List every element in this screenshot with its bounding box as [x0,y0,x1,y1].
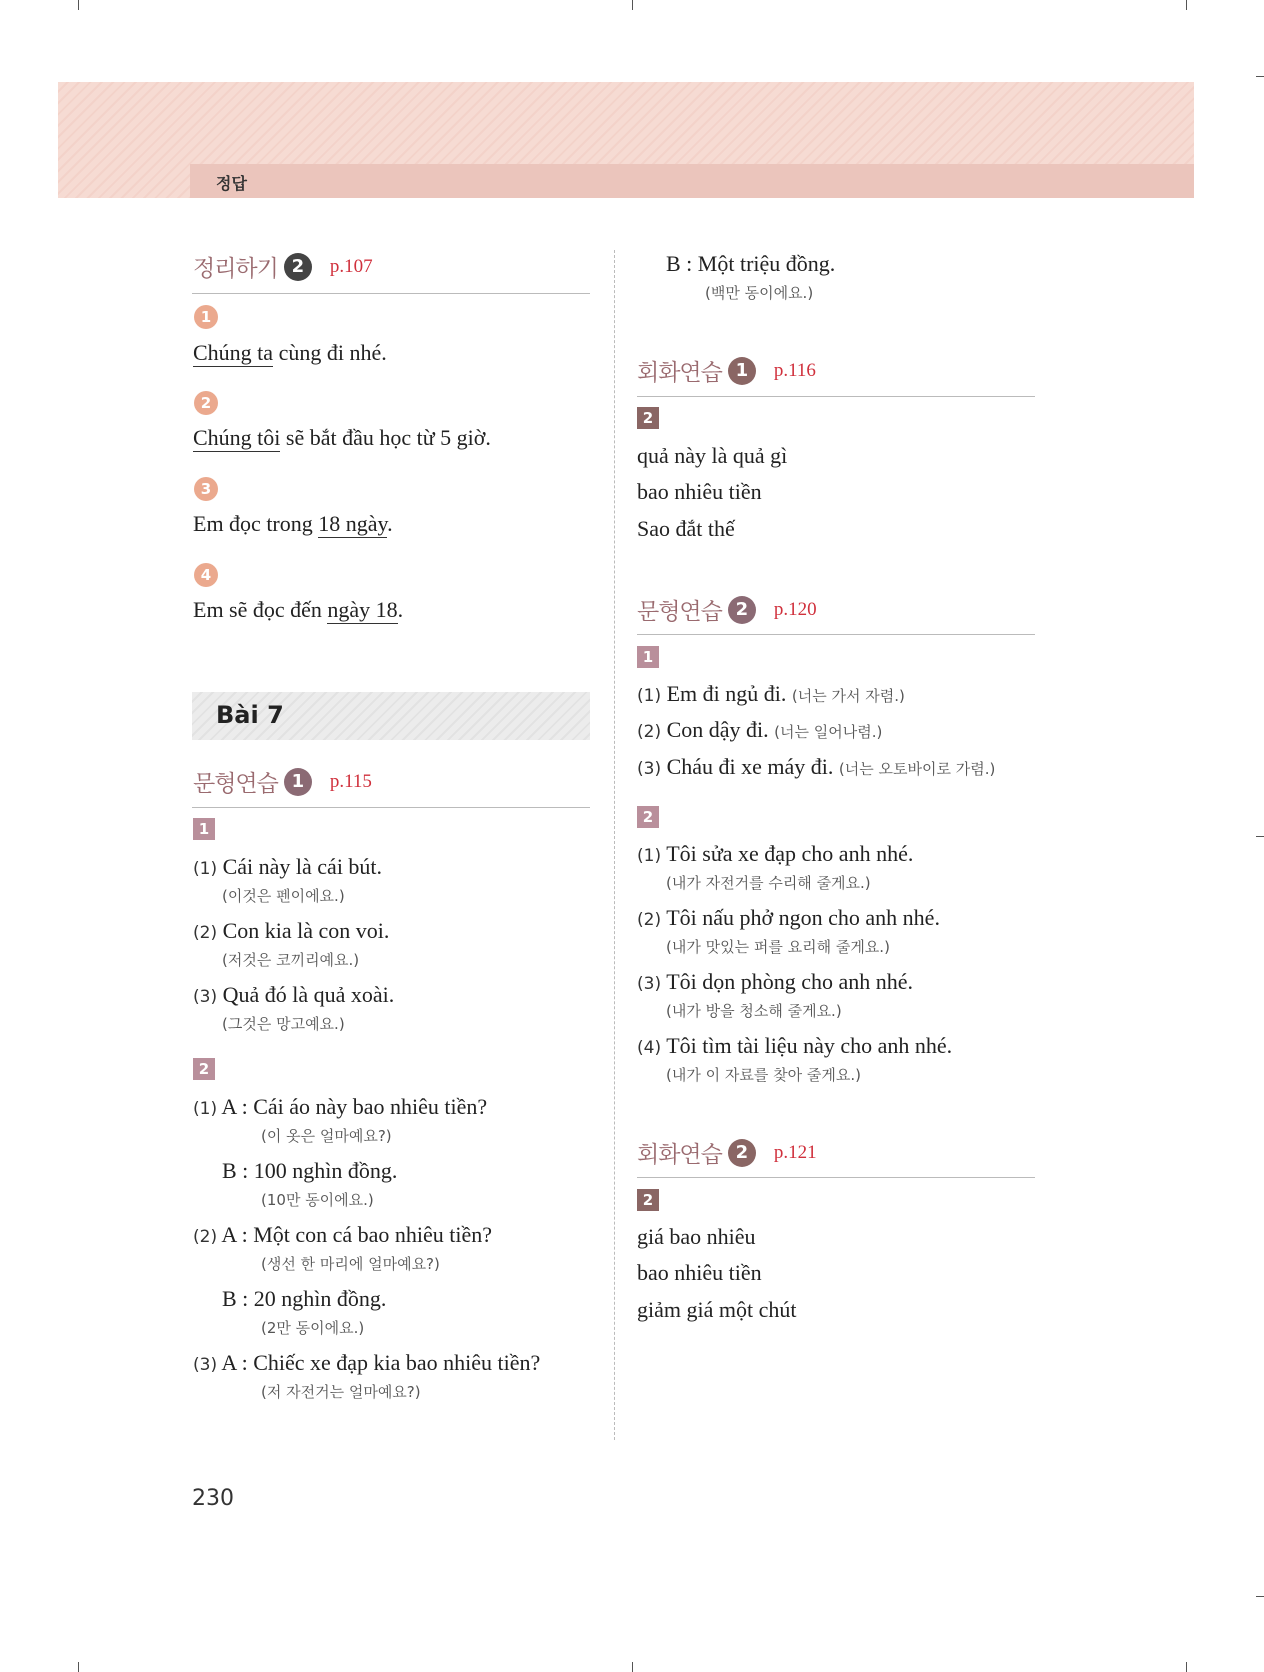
vietnamese-text: 100 nghìn đồng. [253,1158,398,1183]
section-rule [637,1177,1035,1178]
answer-line: Sao đắt thế [637,516,735,541]
section-rule [637,634,1035,635]
vietnamese-text: Tôi sửa xe đạp cho anh nhé. [666,841,914,866]
answer-line [637,754,995,780]
item-number: (2) [193,1227,218,1247]
answer-line [222,1286,386,1312]
vietnamese-text: Quả đó là quả xoài. [222,982,395,1007]
answer-line [193,918,389,944]
part-label: 1 [637,646,659,668]
lesson-title: Bài 7 [216,701,284,729]
vietnamese-text: 20 nghìn đồng. [253,1286,387,1311]
item-number-badge: 1 [194,305,218,329]
item-number: (3) [637,759,662,779]
answer-line: giá bao nhiêu [637,1224,756,1249]
crop-mark [1256,836,1264,837]
korean-translation: (백만 동이에요.) [705,284,814,302]
page-reference: p.116 [773,359,816,381]
item-number: (1) [637,846,662,866]
speaker-label: A : [221,1094,254,1119]
section-title: 문형연습 [637,599,722,625]
korean-translation: (저 자전거는 얼마예요?) [261,1383,421,1401]
item-number: (1) [193,859,218,879]
korean-translation: (내가 맛있는 퍼를 요리해 줄게요.) [666,938,890,956]
section-number-badge: 1 [284,768,312,796]
answer-line [637,969,913,995]
column-divider [614,250,615,1440]
korean-translation: (그것은 망고예요.) [222,1015,345,1033]
part-label: 2 [637,407,659,429]
korean-translation: (10만 동이에요.) [261,1191,374,1209]
answer-text: cùng đi nhé. [273,340,387,365]
answer-line [637,681,905,707]
answer-line: giảm giá một chút [637,1297,797,1322]
answer-line [637,1033,952,1059]
section-number-badge: 2 [728,596,756,624]
item-number: (3) [193,987,218,1007]
answer-line [193,982,394,1008]
korean-translation: (내가 자전거를 수리해 줄게요.) [666,874,871,892]
answer-line [222,1158,397,1184]
header-bar [190,164,1194,198]
korean-translation: (이것은 펜이에요.) [222,887,345,905]
section-number-badge: 2 [728,1139,756,1167]
answer-line [193,1222,492,1248]
korean-translation: (2만 동이에요.) [261,1319,365,1337]
item-number: (3) [193,1355,218,1375]
section-heading-summary [193,250,373,283]
part-label: 1 [193,818,215,840]
crop-mark [78,1662,79,1672]
section-number-badge: 2 [284,253,312,281]
item-number: (3) [637,974,662,994]
speaker-label: A : [221,1350,254,1375]
section-heading-pattern1 [193,765,372,798]
crop-mark [78,0,79,10]
page-reference: p.121 [773,1141,817,1163]
part-label: 2 [193,1058,215,1080]
korean-translation: (내가 이 자료를 찾아 줄게요.) [666,1066,861,1084]
answer-line: bao nhiêu tiền [637,479,762,504]
korean-translation: (너는 오토바이로 가렴.) [838,760,996,778]
answer-line [193,425,491,451]
section-rule [192,293,590,294]
section-heading-conv1 [637,354,816,387]
section-rule [192,807,590,808]
answer-text: Em đọc trong [193,511,319,536]
answer-line [193,511,393,537]
korean-translation: (내가 방을 청소해 줄게요.) [666,1002,842,1020]
item-number-badge: 4 [194,563,218,587]
korean-translation: (저것은 코끼리예요.) [222,951,360,969]
korean-translation: (너는 가서 자렴.) [791,687,905,705]
section-title: 회화연습 [637,1142,722,1168]
answer-line [193,1350,540,1376]
item-number: (2) [637,910,662,930]
answer-line [193,1094,487,1120]
item-number: (2) [193,923,218,943]
underlined-text: 18 ngày [318,511,388,536]
section-rule [637,396,1035,397]
crop-mark [1256,76,1264,77]
vietnamese-text: Cháu đi xe máy đi. [666,754,834,779]
underlined-text: Chúng tôi [193,425,281,450]
crop-mark [1256,1596,1264,1597]
item-number: (4) [637,1038,662,1058]
speaker-label: A : [221,1222,254,1247]
answer-line: quả này là quả gì [637,443,788,468]
crop-mark [632,0,633,10]
answer-line [193,597,403,623]
page-number: 230 [192,1486,234,1511]
crop-mark [1186,0,1187,10]
item-number: (1) [193,1099,218,1119]
section-title: 정리하기 [193,256,278,282]
page-reference: p.107 [329,255,373,277]
speaker-label: B : [222,1286,254,1311]
crop-mark [1186,1662,1187,1672]
answer-line [666,251,835,277]
underlined-text: ngày 18 [327,597,398,622]
answer-text: sẽ bắt đầu học từ 5 giờ. [280,425,491,450]
korean-translation: (생선 한 마리에 얼마예요?) [261,1255,440,1273]
header-label: 정답 [216,174,247,193]
speaker-label: B : [666,251,698,276]
vietnamese-text: Con kia là con voi. [222,918,390,943]
answer-line [193,340,387,366]
vietnamese-text: Con dậy đi. [666,717,769,742]
answer-line [193,854,382,880]
answer-line [637,841,913,867]
vietnamese-text: Chiếc xe đạp kia bao nhiêu tiền? [253,1350,541,1375]
part-label: 2 [637,806,659,828]
underlined-text: Chúng ta [193,340,274,365]
section-heading-conv2 [637,1136,817,1169]
part-label: 2 [637,1189,659,1211]
answer-line [637,905,940,931]
vietnamese-text: Tôi tìm tài liệu này cho anh nhé. [666,1033,953,1058]
vietnamese-text: Tôi nấu phở ngon cho anh nhé. [666,905,940,930]
section-title: 문형연습 [193,771,278,797]
korean-translation: (너는 일어나렴.) [774,723,883,741]
item-number-badge: 3 [194,477,218,501]
answer-text: Em sẽ đọc đến [193,597,328,622]
answer-line [637,717,882,743]
vietnamese-text: Một triệu đồng. [697,251,836,276]
section-title: 회화연습 [637,360,722,386]
crop-mark [632,1662,633,1672]
item-number: (1) [637,686,662,706]
vietnamese-text: Một con cá bao nhiêu tiền? [253,1222,493,1247]
korean-translation: (이 옷은 얼마예요?) [261,1127,392,1145]
vietnamese-text: Cái áo này bao nhiêu tiền? [253,1094,488,1119]
item-number: (2) [637,722,662,742]
vietnamese-text: Em đi ngủ đi. [666,681,787,706]
speaker-label: B : [222,1158,254,1183]
answer-text: . [387,511,393,536]
section-heading-pattern2 [637,593,817,626]
page-reference: p.115 [329,770,372,792]
section-number-badge: 1 [728,357,756,385]
vietnamese-text: Cái này là cái bút. [222,854,383,879]
item-number-badge: 2 [194,391,218,415]
page-reference: p.120 [773,598,817,620]
answer-text: . [397,597,404,622]
vietnamese-text: Tôi dọn phòng cho anh nhé. [666,969,914,994]
answer-line: bao nhiêu tiền [637,1260,762,1285]
